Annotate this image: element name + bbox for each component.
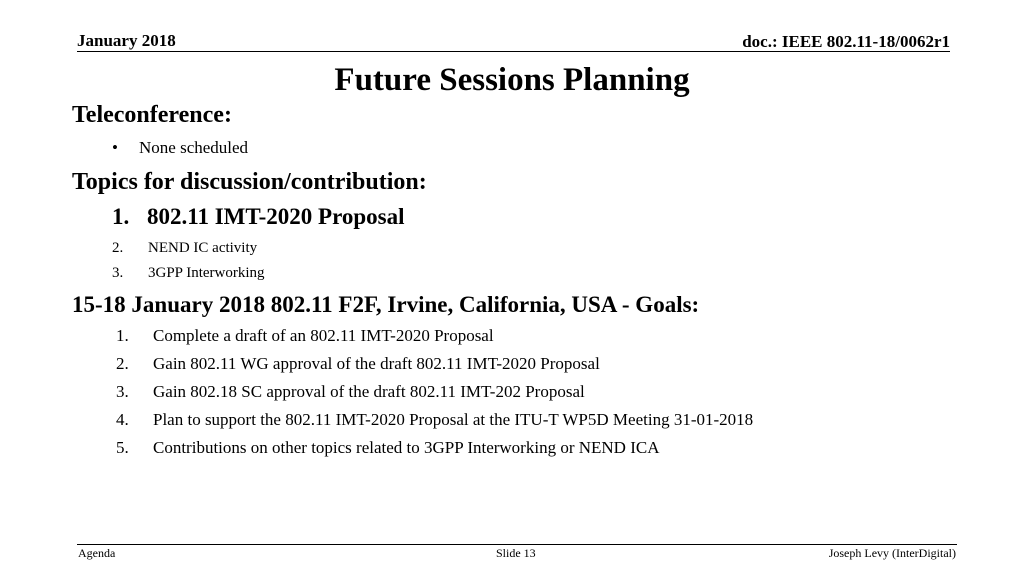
topics-heading: Topics for discussion/contribution: (72, 169, 427, 195)
teleconference-heading: Teleconference: (72, 102, 232, 128)
goal-item: Plan to support the 802.11 IMT-2020 Proposal at the ITU-T WP5D Meeting 31-01-2018 (153, 410, 754, 429)
header-date: January 2018 (77, 31, 176, 50)
topic-number: 1. (112, 204, 130, 229)
topic-item: NEND IC activity (148, 240, 258, 256)
slide-number: Slide 13 (496, 546, 536, 560)
goal-number: 1. (116, 326, 129, 345)
goal-number: 2. (116, 354, 129, 373)
goal-number: 4. (116, 410, 129, 429)
footer-author: Joseph Levy (InterDigital) (828, 546, 956, 560)
goal-number: 3. (116, 382, 129, 401)
bullet-icon: • (112, 138, 118, 157)
goal-item: Gain 802.11 WG approval of the draft 802.11 IMT-2020 Proposal (153, 354, 600, 373)
footer-left: Agenda (78, 546, 116, 560)
goal-item: Gain 802.18 SC approval of the draft 802.11 IMT-202 Proposal (153, 382, 585, 401)
topic-number: 2. (112, 240, 124, 256)
footer-rule (77, 544, 957, 545)
slide-title: Future Sessions Planning (334, 62, 690, 98)
goal-number: 5. (116, 438, 129, 457)
goals-heading: 15-18 January 2018 802.11 F2F, Irvine, California, USA - Goals: (72, 292, 700, 317)
topic-item: 3GPP Interworking (148, 265, 265, 281)
topic-item: 802.11 IMT-2020 Proposal (147, 204, 405, 229)
topic-number: 3. (112, 265, 124, 281)
header-rule (77, 51, 950, 52)
header-doc-id: doc.: IEEE 802.11-18/0062r1 (742, 32, 950, 51)
teleconference-item: None scheduled (139, 138, 249, 157)
goal-item: Complete a draft of an 802.11 IMT-2020 Proposal (153, 326, 494, 345)
goal-item: Contributions on other topics related to 3GPP Interworking or NEND ICA (153, 438, 660, 457)
